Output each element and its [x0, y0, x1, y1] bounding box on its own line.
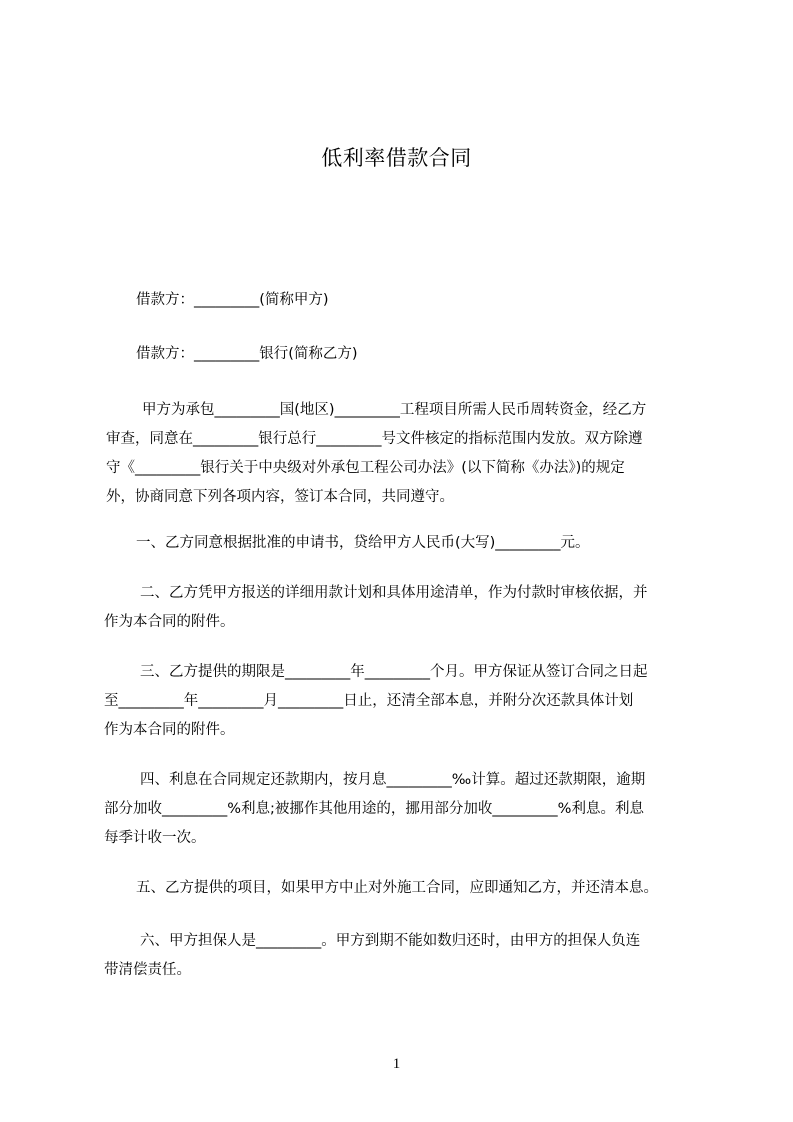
clause-line: 作为本合同的附件。 — [104, 614, 235, 630]
clause-6 — [104, 927, 700, 985]
clause-line: 一、乙方同意根据批准的申请书，贷给甲方人民币(大写)_________元。 — [136, 535, 590, 551]
clause-line: 带清偿责任。 — [104, 962, 191, 978]
page-title: 低利率借款合同 — [321, 146, 472, 170]
clause-line: 至_________年_________月_________日止，还清全部本息，并附分次还款具体计划 — [104, 693, 634, 709]
party-a-line: 借款方：_________(简称甲方) — [136, 292, 329, 308]
preamble-line: 外，协商同意下列各项内容，签订本合同，共同遵守。 — [106, 489, 454, 505]
preamble-line: 守《_________银行关于中央级对外承包工程公司办法》(以下简称《办法》)的规定 — [106, 460, 625, 476]
preamble-line: 甲方为承包_________国(地区)_________工程项目所需人民币周转资金，经乙方 — [142, 402, 647, 418]
clause-line: 四、利息在合同规定还款期内，按月息_________‰计算。超过还款期限，逾期 — [140, 772, 646, 788]
clause-line: 五、乙方提供的项目，如果甲方中止对外施工合同，应即通知乙方，并还清本息。 — [136, 880, 658, 896]
clause-line: 作为本合同的附件。 — [104, 722, 235, 738]
clause-3 — [104, 658, 700, 745]
clause-line: 三、乙方提供的期限是_________年_________个月。甲方保证从签订合同之日起 — [140, 664, 648, 680]
page-number: 1 — [392, 1056, 401, 1072]
clause-line: 每季计收一次。 — [104, 830, 206, 846]
clause-line: 部分加收_________%利息;被挪作其他用途的，挪用部分加收_________%利息。利息 — [104, 801, 644, 817]
clause-1 — [104, 529, 700, 558]
clause-2 — [104, 579, 700, 637]
clause-line: 六、甲方担保人是_________。甲方到期不能如数归还时，由甲方的担保人负连 — [140, 933, 641, 949]
preamble-paragraph — [106, 396, 702, 512]
clause-line: 二、乙方凭甲方报送的详细用款计划和具体用途清单，作为付款时审核依据，并 — [140, 585, 648, 601]
clause-5 — [104, 874, 700, 903]
preamble-line: 审查，同意在_________银行总行_________号文件核定的指标范围内发放。双方除遵 — [106, 431, 643, 447]
party-b-line: 借款方：_________银行(简称乙方) — [136, 346, 358, 362]
clause-4 — [104, 766, 700, 853]
